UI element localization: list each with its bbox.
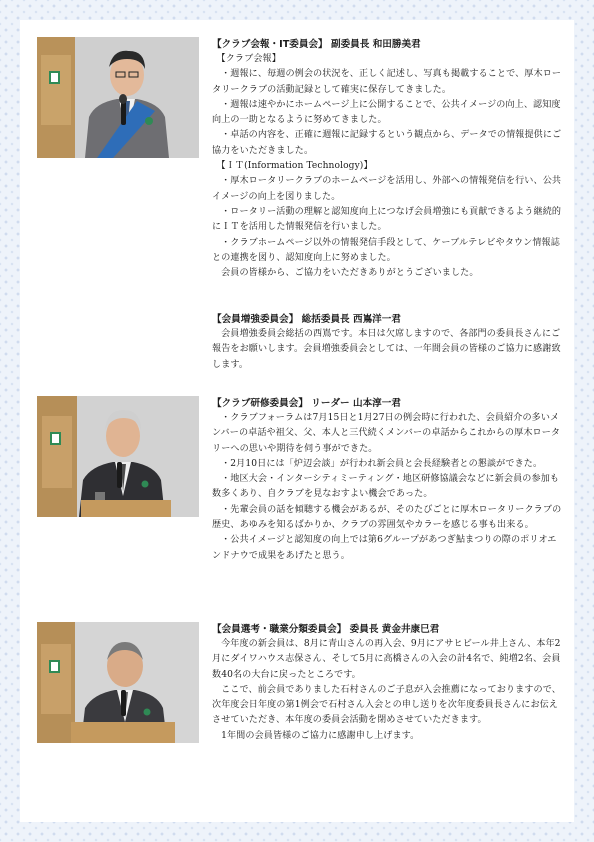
paragraph: ・週報は速やかにホームページ上に公開することで、公共イメージの向上、認知度向上の一助となるように努めてきました。 [212, 99, 561, 126]
section-membership-increase [212, 312, 562, 373]
speaker-photo-yamamoto [37, 396, 199, 517]
section-member-selection [212, 622, 562, 744]
paragraph: ・厚木ロータリークラブのホームページを活用し、外部への情報発信を行い、公共イメージの向上を図りました。 [212, 176, 562, 202]
paragraph: ・ロータリー活動の理解と認知度向上につなげ会員増強にも貢献できるよう継続的にＩＴを活用した情報発信を行いました。 [212, 206, 562, 233]
speaker-photo-image [37, 396, 199, 517]
paragraph: ・2月10日には「炉辺会談」が行われ新会員と会長経験者との懇談ができた。 [221, 458, 543, 469]
section-heading: 【クラブ研修委員会】 リーダー 山本淳一君 [212, 398, 401, 409]
paragraph: ・卓話の内容を、正確に週報に記録するという観点から、データでの情報提供にご協力をいただきました。 [212, 130, 562, 156]
page-sheet [20, 20, 574, 822]
sub-heading: 【ＩＴ(Information Technology)】 [216, 161, 373, 172]
section-club-training [212, 396, 562, 564]
section-heading: 【クラブ会報・IT委員会】 副委員長 和田勝美君 [212, 39, 421, 50]
speaker-photo-image [37, 622, 199, 743]
section-club-bulletin-it [212, 37, 562, 281]
sub-heading: 【クラブ会報】 [216, 54, 281, 64]
section-heading: 【会員選考・職業分類委員会】 委員長 黄金井康巳君 [212, 624, 440, 635]
paragraph: ・クラブフォーラムは7月15日と1月27日の例会時に行われた、会員紹介の多いメンバーの卓話や祖父、父、本人と三代続くメンバーの卓話からこれからの厚木ロータリーへの思いや期待を伺う事ができた。 [212, 413, 561, 454]
paragraph: ・先輩会員の話を傾聴する機会があるが、そのたびごとに厚木ロータリークラブの歴史、あゆみを知るばかりか、クラブの雰囲気やカラーを感じる事も出来る。 [212, 504, 562, 531]
paragraph: 会員増強委員会総括の西嶌です。本日は欠席しますので、各部門の委員長さんにご報告をお願いします。会員増強委員会としては、一年間会員の皆様のご協力に感謝致します。 [212, 329, 561, 370]
paragraph: ・週報に、毎週の例会の状況を、正しく記述し、写真も掲載することで、厚木ロータリークラブの活動記録として確実に保存してきました。 [212, 69, 562, 95]
paragraph: ・公共イメージと認知度の向上では第6グループがあつぎ鮎まつりの際のポリオエンドナウで成果をあげたと思う。 [212, 535, 557, 561]
paragraph: ・クラブホームページ以外の情報発信手段として、ケーブルテレビやタウン情報誌との連携を図り、認知度向上に努めました。 [212, 237, 560, 263]
paragraph: 1年間の会員皆様のご協力に感謝申し上げます。 [221, 730, 420, 741]
speaker-photo-wada [37, 37, 199, 158]
paragraph: 今年度の新会員は、8月に青山さんの再入会、9月にアサヒビール井上さん、本年2月にダイワハウス志保さん、そして5月に高橋さんの入会の計4名で、純増2名、会員数40名の大台に戻ったところです。 [212, 639, 561, 680]
speaker-photo-image [37, 37, 199, 158]
speaker-photo-koganei [37, 622, 199, 743]
paragraph: ここで、前会員でありました石村さんのご子息が入会推薦になっておりますので、次年度会日年度の第1例会で石村さん入会との申し送りを次年度委員長さんにお伝えさせていただき、本年度の委員会活動を閉めさせていただきます。 [212, 684, 561, 726]
paragraph: 会員の皆様から、ご協力をいただきありがとうございました。 [221, 268, 479, 279]
section-heading: 【会員増強委員会】 総括委員長 西嶌洋一君 [212, 314, 401, 325]
paragraph: ・地区大会・インターシティミーティング・地区研修協議会などに新会員の参加も数多くあり、自クラブを見なおすよい機会であった。 [212, 474, 560, 500]
